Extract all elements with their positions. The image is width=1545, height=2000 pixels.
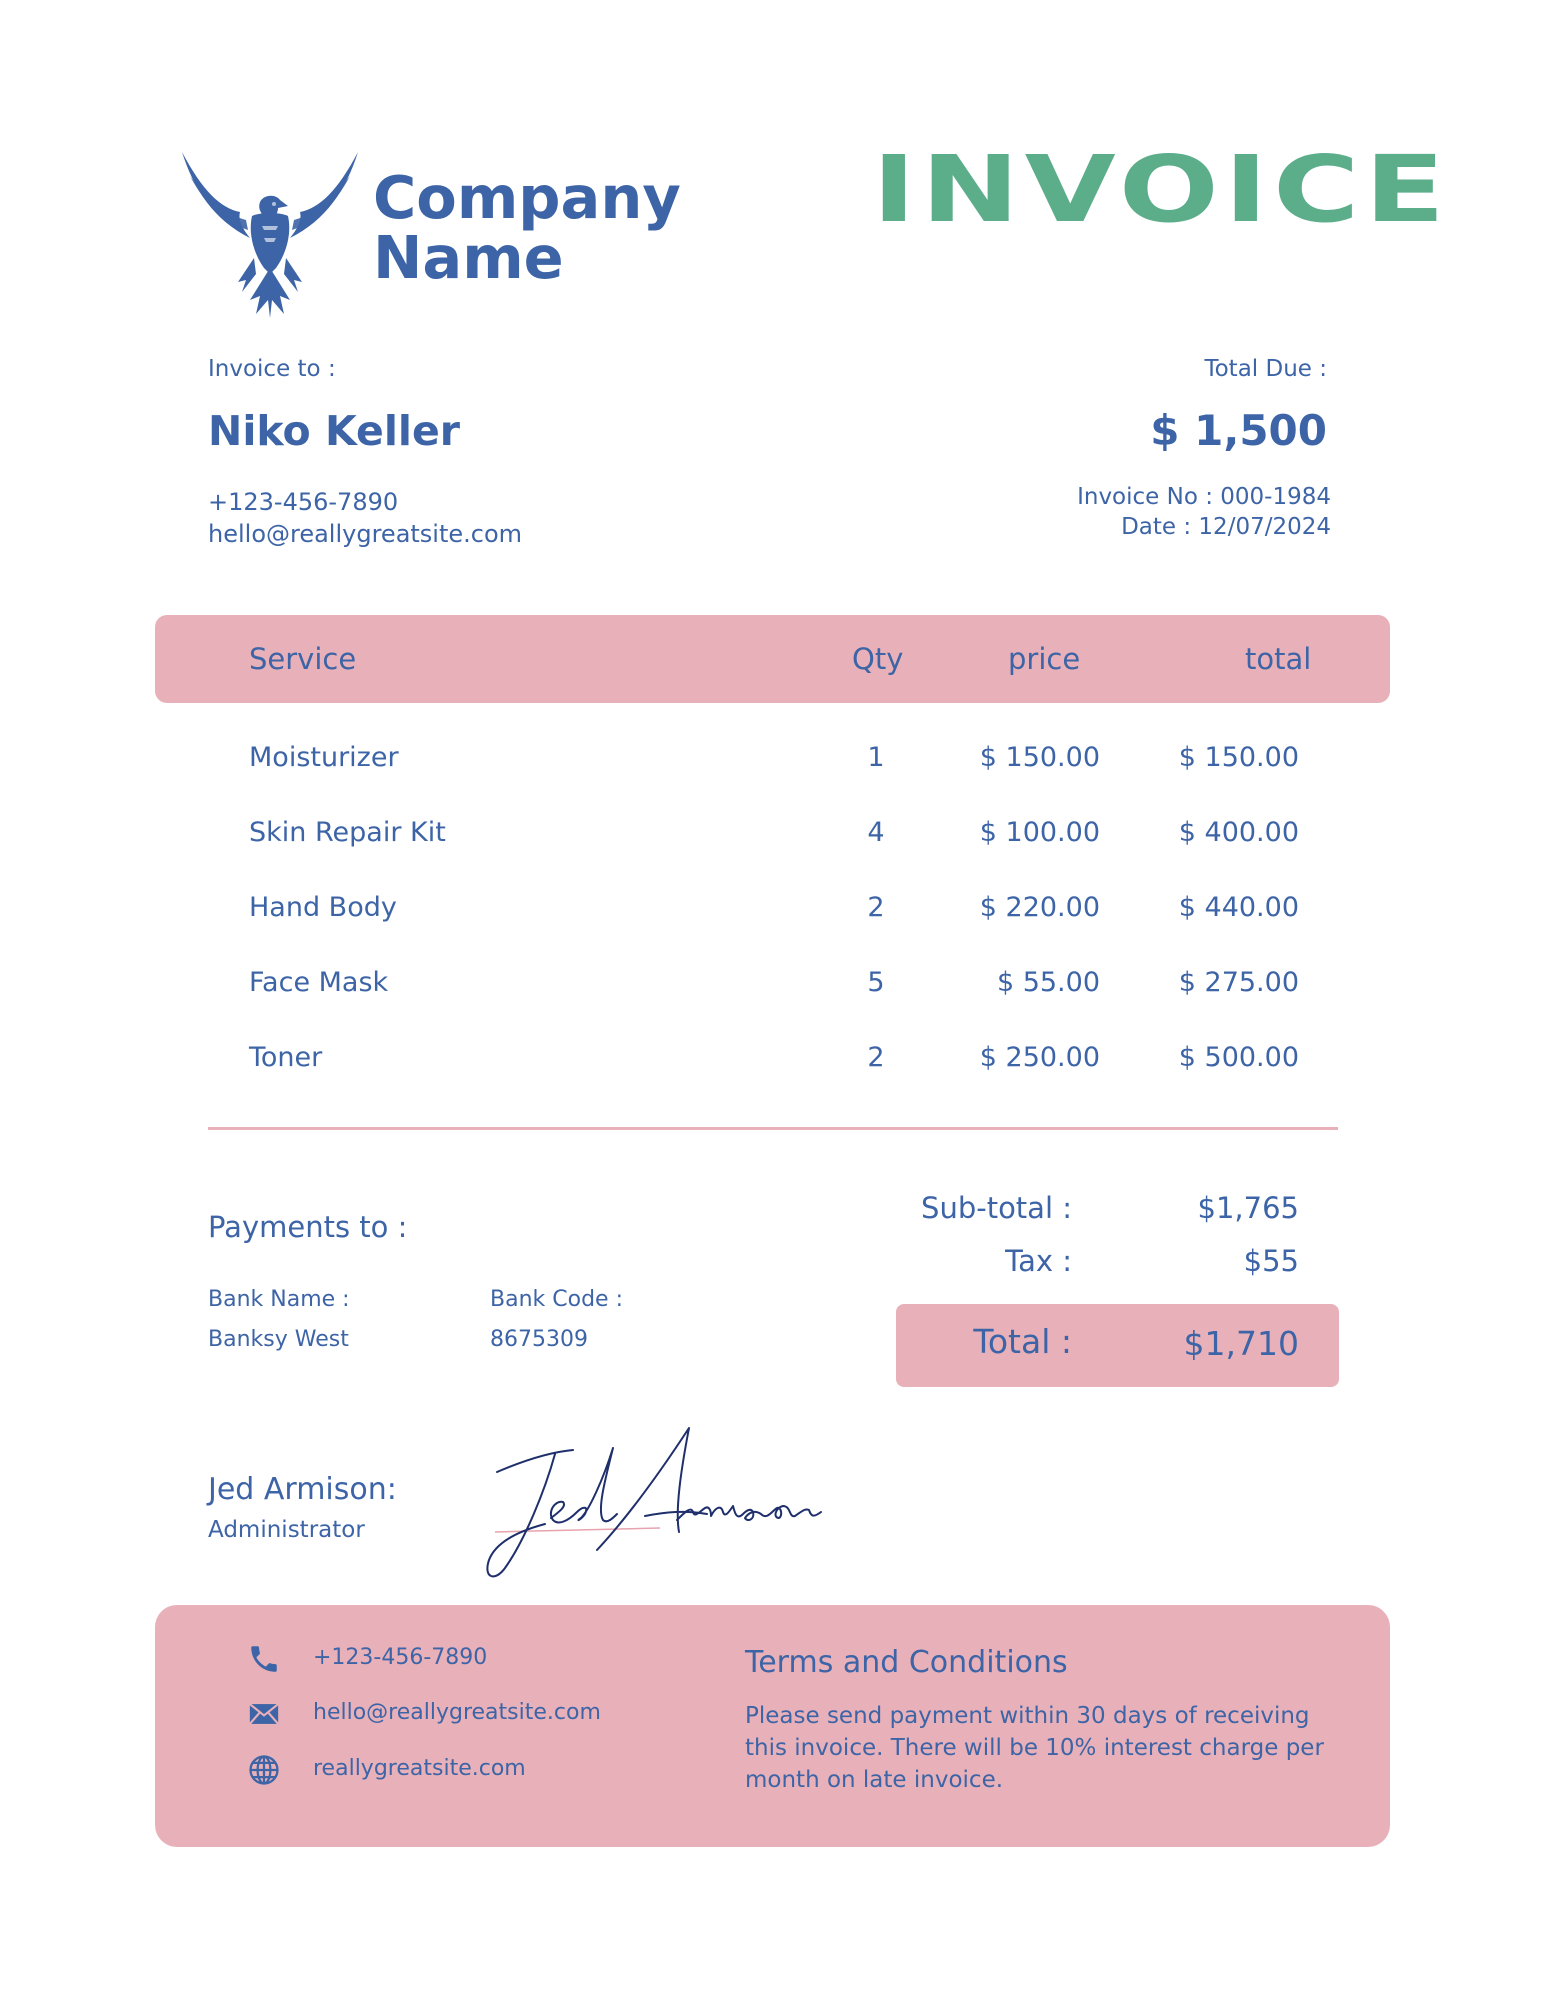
table-row — [0, 892, 1545, 932]
invoice-number: Invoice No : 000-1984 — [1077, 484, 1331, 510]
footer-email: hello@reallygreatsite.com — [313, 1700, 601, 1725]
total-due-label: Total Due : — [1204, 356, 1327, 382]
row-total: $ 400.00 — [1178, 817, 1299, 848]
row-service: Skin Repair Kit — [249, 817, 446, 848]
terms-title: Terms and Conditions — [745, 1645, 1068, 1680]
table-header — [155, 615, 1390, 703]
tax-value: $55 — [1243, 1244, 1299, 1278]
header-service: Service — [249, 642, 357, 676]
tax-label: Tax : — [1005, 1244, 1072, 1278]
invoice-date: Date : 12/07/2024 — [1121, 514, 1331, 540]
handwritten-signature — [455, 1420, 845, 1585]
row-total: $ 440.00 — [1178, 892, 1299, 923]
table-divider — [208, 1127, 1338, 1130]
client-name: Niko Keller — [208, 407, 460, 455]
eagle-logo-icon — [180, 150, 360, 320]
client-phone: +123-456-7890 — [208, 488, 399, 516]
footer-website: reallygreatsite.com — [313, 1756, 526, 1781]
row-price: $ 250.00 — [979, 1042, 1100, 1073]
header-total: total — [1245, 642, 1312, 676]
client-email: hello@reallygreatsite.com — [208, 520, 523, 548]
invoice-title: INVOICE — [872, 136, 1451, 243]
total-due-amount: $ 1,500 — [1150, 406, 1327, 455]
row-qty: 2 — [867, 1042, 885, 1073]
row-price: $ 150.00 — [979, 742, 1100, 773]
row-total: $ 500.00 — [1178, 1042, 1299, 1073]
invoice-to-label: Invoice to : — [208, 356, 336, 382]
footer-phone: +123-456-7890 — [313, 1645, 488, 1670]
row-price: $ 100.00 — [979, 817, 1100, 848]
row-qty: 1 — [867, 742, 885, 773]
phone-icon — [247, 1642, 281, 1676]
row-service: Face Mask — [249, 967, 389, 998]
signer-name: Jed Armison: — [208, 1472, 397, 1507]
row-price: $ 220.00 — [979, 892, 1100, 923]
bank-name-value: Banksy West — [208, 1327, 349, 1352]
row-service: Hand Body — [249, 892, 397, 923]
row-qty: 2 — [867, 892, 885, 923]
bank-code-value: 8675309 — [490, 1327, 588, 1352]
mail-icon — [247, 1697, 281, 1731]
subtotal-value: $1,765 — [1197, 1191, 1299, 1225]
bank-name-label: Bank Name : — [208, 1287, 350, 1312]
total-value: $1,710 — [1183, 1324, 1299, 1363]
header-qty: Qty — [852, 642, 904, 676]
row-total: $ 275.00 — [1178, 967, 1299, 998]
table-row — [0, 1042, 1545, 1082]
payments-title: Payments to : — [208, 1210, 408, 1244]
row-qty: 5 — [867, 967, 885, 998]
footer-panel — [155, 1605, 1390, 1847]
table-row — [0, 742, 1545, 782]
signer-role: Administrator — [208, 1517, 365, 1543]
row-service: Toner — [249, 1042, 323, 1073]
company-name: Company Name — [373, 163, 681, 292]
row-qty: 4 — [867, 817, 885, 848]
table-row — [0, 967, 1545, 1007]
row-price: $ 55.00 — [996, 967, 1100, 998]
total-label: Total : — [973, 1322, 1072, 1361]
row-service: Moisturizer — [249, 742, 399, 773]
header-price: price — [1008, 642, 1081, 676]
table-row — [0, 817, 1545, 857]
subtotal-label: Sub-total : — [921, 1191, 1072, 1225]
bank-code-label: Bank Code : — [490, 1287, 623, 1312]
terms-text: Please send payment within 30 days of receiving this invoice. There will be 10% interest charge per month on late invoice. — [745, 1703, 1324, 1793]
globe-icon — [247, 1753, 281, 1787]
row-total: $ 150.00 — [1178, 742, 1299, 773]
